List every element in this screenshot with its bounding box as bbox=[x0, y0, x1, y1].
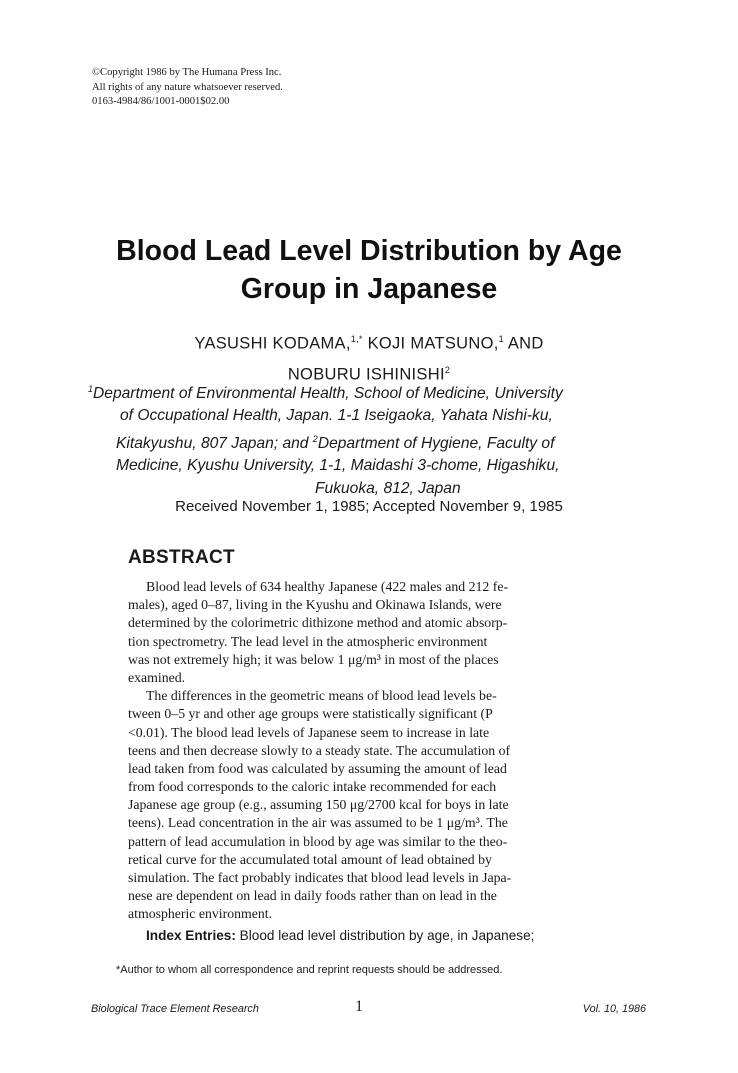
abstract-line: examined. bbox=[128, 669, 186, 685]
journal-name: Biological Trace Element Research bbox=[91, 1003, 259, 1015]
abstract-line: lead taken from food was calculated by assuming the amount of lead bbox=[128, 760, 507, 776]
author-3-affil-mark: 2 bbox=[444, 364, 451, 375]
author-2-name: KOJI MATSUNO, bbox=[362, 334, 499, 353]
abstract-line: tion spectrometry. The lead level in the atmospheric environment bbox=[128, 633, 488, 649]
abstract-line: <0.01). The blood lead levels of Japanese seem to increase in late bbox=[128, 724, 490, 740]
abstract-line: nese are dependent on lead in daily foods rather than on lead in the bbox=[128, 888, 497, 904]
abstract-line: pattern of lead accumulation in blood by age was similar to the theo- bbox=[128, 833, 508, 849]
affil-line-4: Medicine, Kyushu University, 1-1, Maidashi 3-chome, Higashiku, bbox=[116, 457, 560, 475]
abstract-body bbox=[128, 578, 624, 924]
affil-line-5: Fukuoka, 812, Japan bbox=[315, 479, 461, 497]
affil-text-1: Department of Environmental Health, School of Medicine, University bbox=[93, 385, 563, 403]
index-entries bbox=[128, 928, 628, 943]
abstract-line: teens and then decrease slowly to a steady state. The accumulation of bbox=[128, 742, 511, 758]
abstract-line: Japanese age group (e.g., assuming 150 μg/2700 kcal for boys in late bbox=[128, 797, 509, 813]
affil-line-3 bbox=[88, 428, 668, 455]
paper-title bbox=[60, 232, 678, 308]
issn-line: 0163-4984/86/1001-0001$02.00 bbox=[92, 96, 230, 107]
index-entries-text: Blood lead level distribution by age, in Japanese; bbox=[235, 928, 535, 943]
affil-line-1 bbox=[88, 378, 668, 405]
copyright-notice bbox=[92, 66, 283, 110]
author-conjunction: AND bbox=[503, 334, 544, 353]
author-1-name: YASUSHI KODAMA, bbox=[194, 334, 351, 353]
abstract-line: males), aged 0–87, living in the Kyushu and Okinawa Islands, were bbox=[128, 597, 502, 613]
abstract-line: retical curve for the accumulated total amount of lead obtained by bbox=[128, 851, 492, 867]
abstract-line: tween 0–5 yr and other age groups were statistically significant (P bbox=[128, 706, 493, 722]
author-3-name: NOBURU ISHINISHI bbox=[287, 365, 445, 383]
affil-text-3a: Kitakyushu, 807 Japan; and bbox=[116, 434, 313, 452]
abstract-line: Blood lead levels of 634 healthy Japanese (422 males and 212 fe- bbox=[146, 579, 509, 594]
abstract-line: atmospheric environment. bbox=[128, 906, 273, 922]
title-line-1: Blood Lead Level Distribution by Age bbox=[116, 235, 622, 267]
abstract-heading: ABSTRACT bbox=[128, 547, 235, 568]
volume-year: Vol. 10, 1986 bbox=[582, 1003, 646, 1015]
affil-mark-2: 2 bbox=[312, 433, 318, 444]
corresponding-author-footnote: *Author to whom all correspondence and reprint requests should be addressed. bbox=[116, 964, 503, 976]
author-1-affil-mark: 1,* bbox=[350, 334, 363, 344]
abstract-line: The differences in the geometric means of blood lead levels be- bbox=[146, 688, 497, 704]
title-line-2: Group in Japanese bbox=[240, 273, 498, 305]
abstract-line: teens). Lead concentration in the air was assumed to be 1 μg/m³. The bbox=[128, 815, 508, 831]
affil-mark-1: 1 bbox=[88, 384, 94, 394]
index-entries-label: Index Entries: bbox=[146, 928, 236, 943]
author-2-affil-mark: 1 bbox=[498, 334, 504, 344]
abstract-line: determined by the colorimetric dithizone method and atomic absorp- bbox=[128, 615, 508, 631]
affil-line-2: of Occupational Health, Japan. 1-1 Iseigaoka, Yahata Nishi-ku, bbox=[120, 407, 553, 425]
abstract-line: simulation. The fact probably indicates that blood lead levels in Japa- bbox=[128, 870, 512, 885]
abstract-line: from food corresponds to the caloric intake recommended for each bbox=[128, 779, 497, 795]
affiliations bbox=[88, 378, 668, 500]
author-line-1 bbox=[60, 326, 678, 357]
copyright-line: ©Copyright 1986 by The Humana Press Inc. bbox=[92, 67, 282, 78]
abstract-line: was not extremely high; it was below 1 μg/m³ in most of the places bbox=[128, 651, 499, 667]
affil-text-3b: Department of Hygiene, Faculty of bbox=[317, 434, 555, 452]
received-dates: Received November 1, 1985; Accepted November 9, 1985 bbox=[175, 498, 563, 515]
rights-line: All rights of any nature whatsoever reserved. bbox=[92, 81, 283, 93]
page-number: 1 bbox=[355, 998, 363, 1015]
